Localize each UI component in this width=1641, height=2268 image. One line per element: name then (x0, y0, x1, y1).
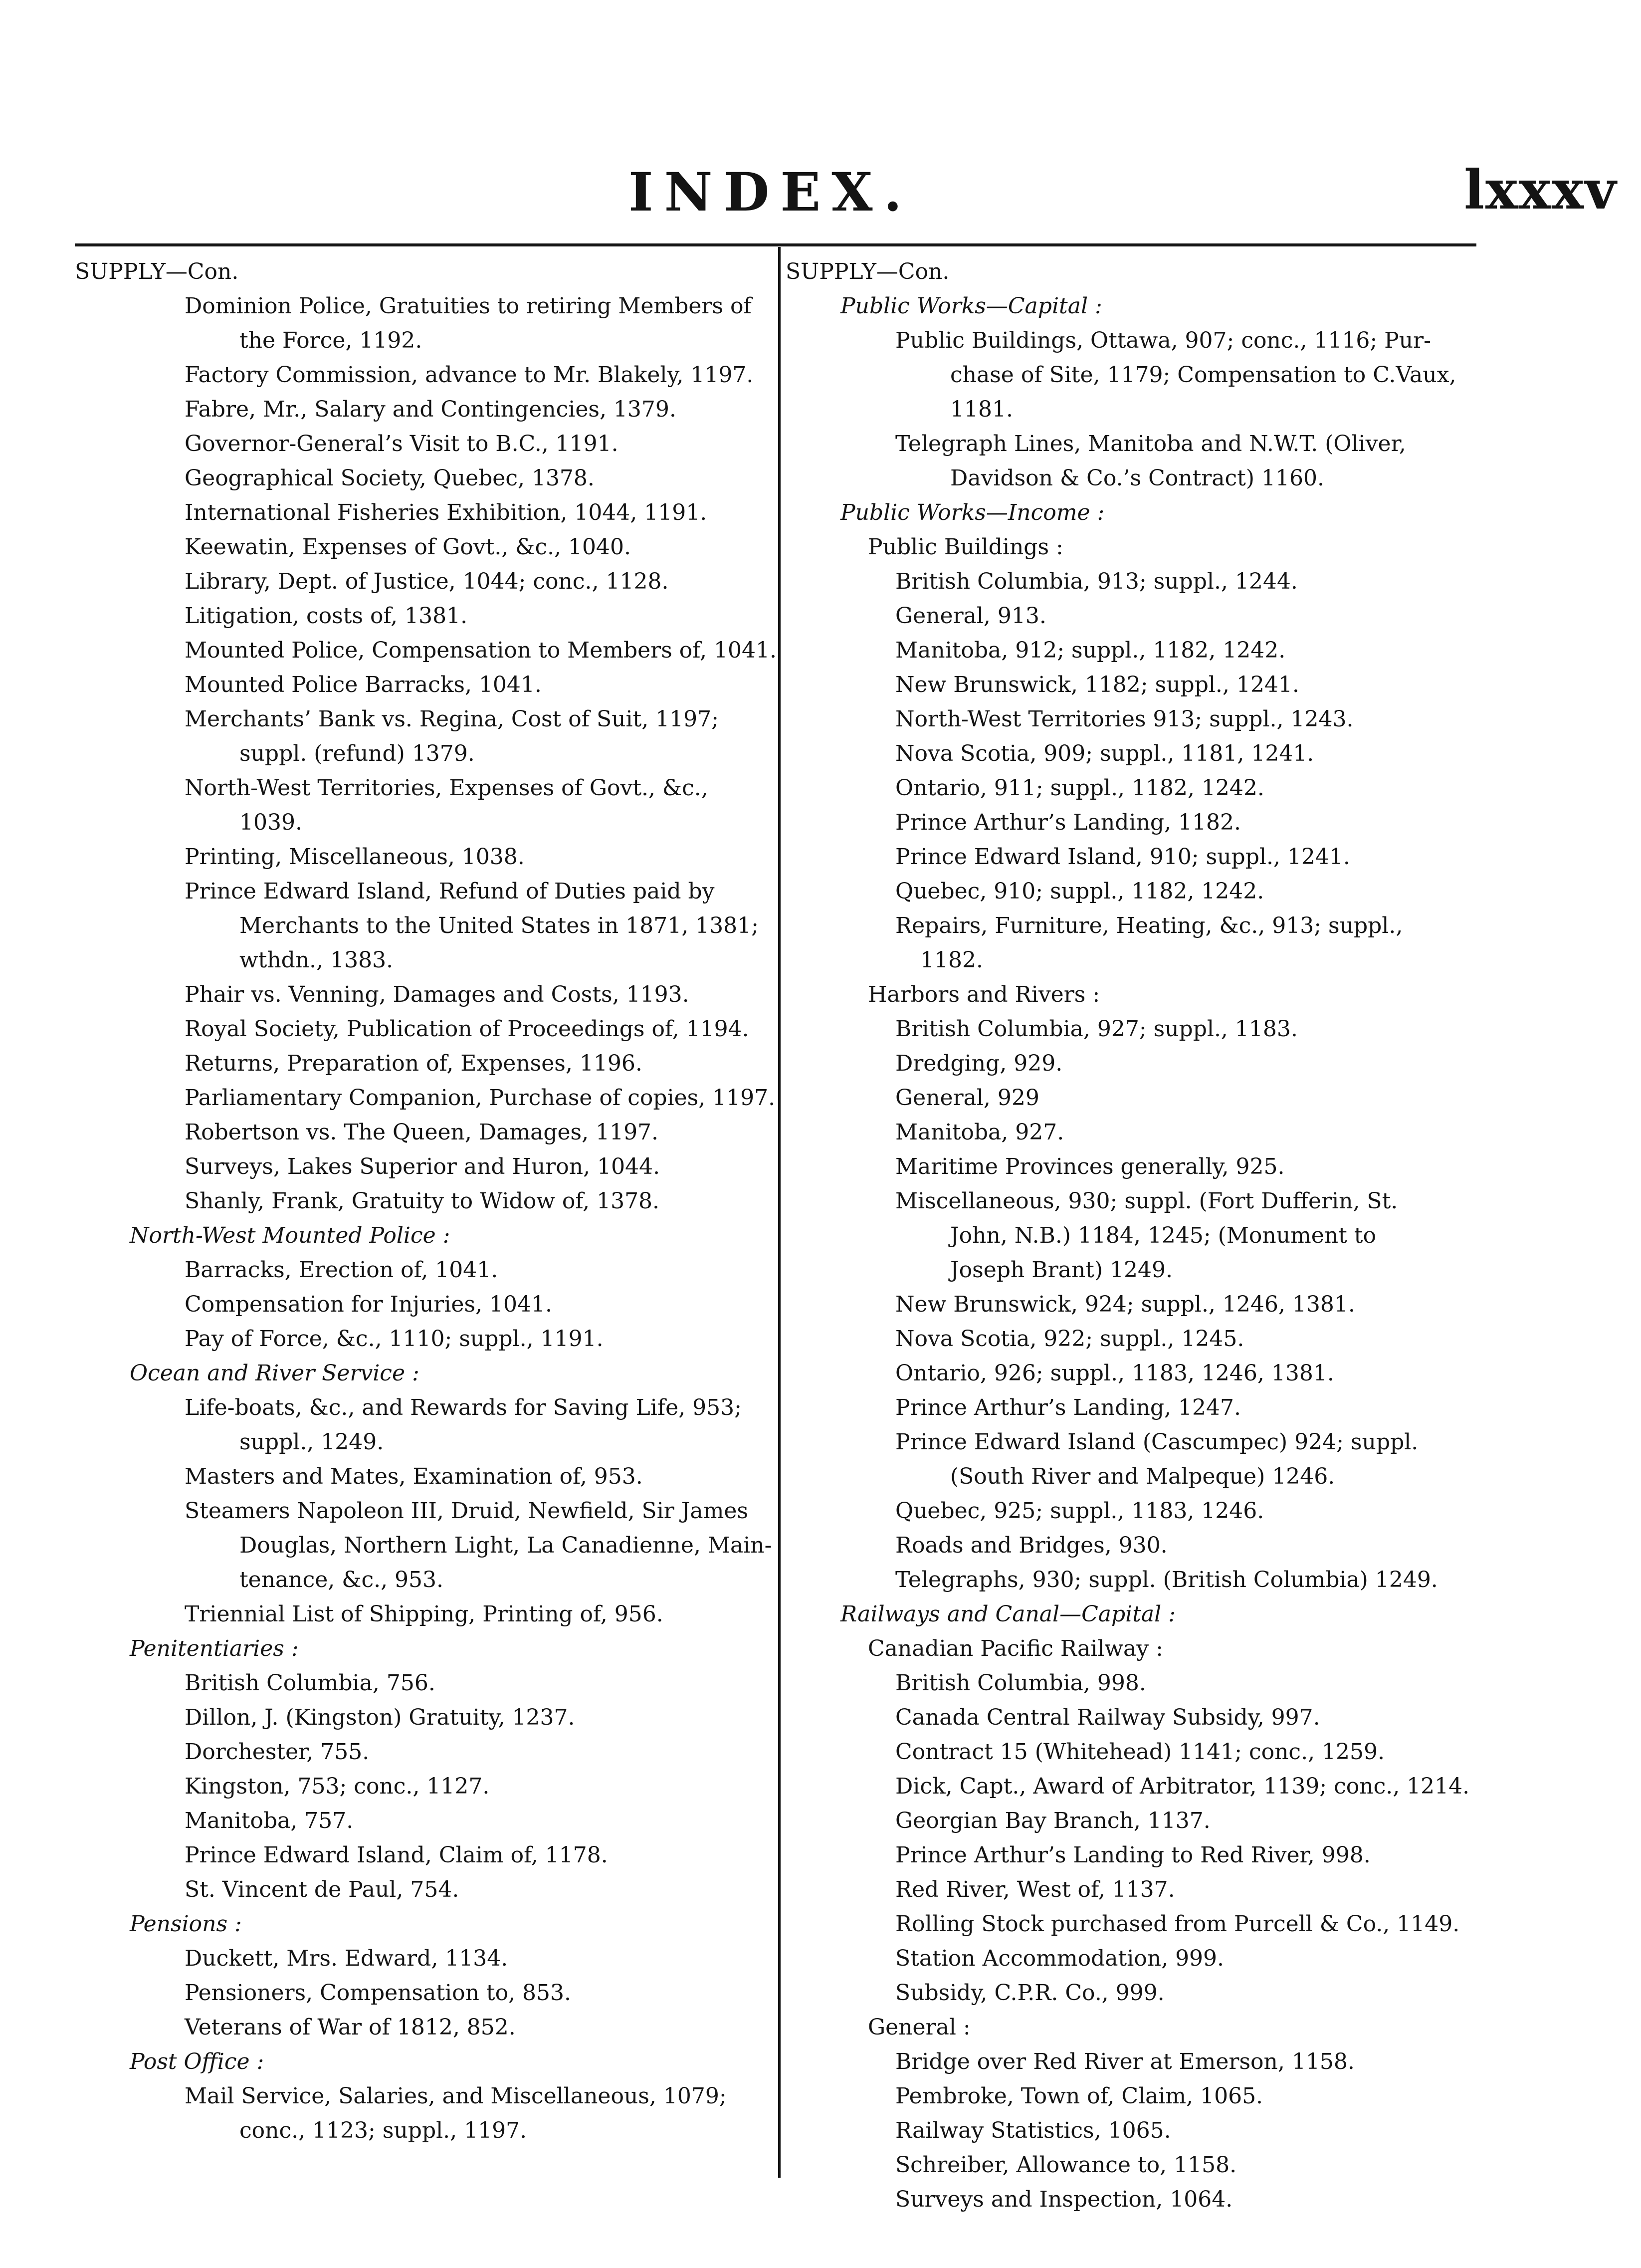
page-number: lxxxv (1464, 159, 1617, 222)
index-entry: Robertson vs. The Queen, Damages, 1197. (185, 1120, 659, 1145)
index-entry: Library, Dept. of Justice, 1044; conc., 1128. (185, 569, 669, 594)
index-entry: Public Buildings, Ottawa, 907; conc., 1116; Pur- (895, 328, 1432, 353)
index-entry: Mounted Police, Compensation to Members of, 1041. (185, 638, 777, 663)
index-entry: Duckett, Mrs. Edward, 1134. (185, 1946, 508, 1971)
index-entry: Prince Edward Island (Cascumpec) 924; suppl. (895, 1429, 1419, 1455)
index-entry: Mail Service, Salaries, and Miscellaneous, 1079; (185, 2083, 727, 2109)
index-entry: Pembroke, Town of, Claim, 1065. (895, 2083, 1263, 2109)
subsection-heading: Railways and Canal—Capital : (840, 1601, 1176, 1627)
index-entry: General, 913. (895, 603, 1046, 629)
index-entry: Canada Central Railway Subsidy, 997. (895, 1705, 1320, 1730)
index-entry: Prince Arthur’s Landing, 1182. (895, 810, 1241, 835)
index-entry: Quebec, 925; suppl., 1183, 1246. (895, 1498, 1264, 1524)
index-entry: Surveys and Inspection, 1064. (895, 2187, 1233, 2212)
index-entry: Prince Edward Island, 910; suppl., 1241. (895, 844, 1350, 870)
index-entry: 1039. (239, 810, 302, 835)
index-entry: Nova Scotia, 909; suppl., 1181, 1241. (895, 741, 1314, 766)
index-entry: British Columbia, 756. (185, 1670, 435, 1696)
subsection-heading: Harbors and Rivers : (868, 982, 1100, 1007)
index-entry: Veterans of War of 1812, 852. (185, 2015, 516, 2040)
subsection-heading: Pensions : (130, 1911, 242, 1937)
index-entry: Royal Society, Publication of Proceedings of, 1194. (185, 1016, 749, 1042)
index-entry: 1181. (950, 397, 1013, 422)
index-entry: John, N.B.) 1184, 1245; (Monument to (950, 1223, 1376, 1248)
index-entry: Triennial List of Shipping, Printing of, 956. (185, 1601, 663, 1627)
index-entry: Prince Arthur’s Landing to Red River, 998. (895, 1842, 1371, 1868)
index-entry: Prince Arthur’s Landing, 1247. (895, 1395, 1241, 1420)
subsection-heading: Public Works—Capital : (840, 293, 1102, 319)
index-entry: Manitoba, 912; suppl., 1182, 1242. (895, 638, 1286, 663)
index-entry: Phair vs. Venning, Damages and Costs, 1193. (185, 982, 689, 1007)
index-entry: Davidson & Co.’s Contract) 1160. (950, 465, 1324, 491)
index-entry: Red River, West of, 1137. (895, 1877, 1175, 1902)
left-column (75, 254, 777, 2148)
index-entry: (South River and Malpeque) 1246. (950, 1464, 1335, 1489)
index-entry: 1182. (920, 947, 983, 973)
subsection-heading: Post Office : (130, 2049, 264, 2074)
index-entry: Shanly, Frank, Gratuity to Widow of, 1378. (185, 1188, 660, 1214)
index-entry: Dillon, J. (Kingston) Gratuity, 1237. (185, 1705, 575, 1730)
index-entry: Masters and Mates, Examination of, 953. (185, 1464, 643, 1489)
index-entry: Repairs, Furniture, Heating, &c., 913; suppl., (895, 913, 1403, 938)
index-entry: Joseph Brant) 1249. (950, 1257, 1173, 1283)
index-entry: Returns, Preparation of, Expenses, 1196. (185, 1051, 642, 1076)
right-column (786, 254, 1476, 2217)
index-entry: Schreiber, Allowance to, 1158. (895, 2152, 1237, 2178)
index-entry: Rolling Stock purchased from Purcell & Co., 1149. (895, 1911, 1460, 1937)
index-entry: Telegraphs, 930; suppl. (British Columbia) 1249. (895, 1567, 1438, 1592)
index-entry: Life-boats, &c., and Rewards for Saving Life, 953; (185, 1395, 742, 1420)
index-entry: Bridge over Red River at Emerson, 1158. (895, 2049, 1355, 2074)
subsection-heading: Canadian Pacific Railway : (868, 1636, 1163, 1661)
index-entry: Prince Edward Island, Refund of Duties paid by (185, 879, 715, 904)
section-heading: SUPPLY—Con. (75, 259, 239, 284)
column-divider (778, 247, 781, 2178)
subsection-heading: Public Buildings : (868, 534, 1063, 560)
index-entry: Surveys, Lakes Superior and Huron, 1044. (185, 1154, 660, 1179)
index-entry: chase of Site, 1179; Compensation to C.Vaux, (950, 362, 1456, 388)
index-entry: wthdn., 1383. (239, 947, 394, 973)
index-entry: tenance, &c., 953. (239, 1567, 444, 1592)
index-entry: the Force, 1192. (239, 328, 422, 353)
index-entry: Douglas, Northern Light, La Canadienne, Main- (239, 1533, 772, 1558)
index-entry: Printing, Miscellaneous, 1038. (185, 844, 525, 870)
index-entry: Quebec, 910; suppl., 1182, 1242. (895, 879, 1264, 904)
section-heading: SUPPLY—Con. (786, 259, 950, 284)
index-entry: Miscellaneous, 930; suppl. (Fort Dufferin, St. (895, 1188, 1398, 1214)
index-entry: North-West Territories, Expenses of Govt., &c., (185, 775, 708, 801)
index-entry: Parliamentary Companion, Purchase of copies, 1197. (185, 1085, 776, 1111)
index-entry: Dredging, 929. (895, 1051, 1063, 1076)
index-entry: Merchants to the United States in 1871, 1381; (239, 913, 759, 938)
index-entry: Compensation for Injuries, 1041. (185, 1292, 552, 1317)
subsection-heading: North-West Mounted Police : (130, 1223, 450, 1248)
subsection-heading: Public Works—Income : (840, 500, 1105, 525)
index-entry: suppl., 1249. (239, 1429, 384, 1455)
index-entry: New Brunswick, 1182; suppl., 1241. (895, 672, 1299, 697)
index-entry: Prince Edward Island, Claim of, 1178. (185, 1842, 608, 1868)
index-entry: Barracks, Erection of, 1041. (185, 1257, 498, 1283)
index-entry: Nova Scotia, 922; suppl., 1245. (895, 1326, 1244, 1352)
index-entry: Dorchester, 755. (185, 1739, 370, 1765)
index-entry: Subsidy, C.P.R. Co., 999. (895, 1980, 1165, 2006)
index-entry: Geographical Society, Quebec, 1378. (185, 465, 595, 491)
index-entry: Steamers Napoleon III, Druid, Newfield, Sir James (185, 1498, 748, 1524)
subsection-heading: Ocean and River Service : (130, 1361, 419, 1386)
index-entry: Station Accommodation, 999. (895, 1946, 1225, 1971)
index-entry: British Columbia, 998. (895, 1670, 1146, 1696)
index-entry: Factory Commission, advance to Mr. Blakely, 1197. (185, 362, 754, 388)
index-entry: Governor-General’s Visit to B.C., 1191. (185, 431, 618, 456)
index-entry: conc., 1123; suppl., 1197. (239, 2118, 527, 2143)
subsection-heading: Penitentiaries : (130, 1636, 299, 1661)
index-entry: Dick, Capt., Award of Arbitrator, 1139; conc., 1214. (895, 1774, 1470, 1799)
index-entry: Fabre, Mr., Salary and Contingencies, 1379. (185, 397, 676, 422)
page-title: INDEX. (628, 161, 913, 223)
index-entry: Keewatin, Expenses of Govt., &c., 1040. (185, 534, 631, 560)
subsection-heading: General : (868, 2015, 971, 2040)
index-entry: Manitoba, 927. (895, 1120, 1064, 1145)
index-entry: Roads and Bridges, 930. (895, 1533, 1168, 1558)
index-entry: Dominion Police, Gratuities to retiring Members of (185, 293, 752, 319)
index-entry: Contract 15 (Whitehead) 1141; conc., 1259. (895, 1739, 1385, 1765)
index-entry: Maritime Provinces generally, 925. (895, 1154, 1285, 1179)
index-entry: Manitoba, 757. (185, 1808, 354, 1833)
index-entry: suppl. (refund) 1379. (239, 741, 475, 766)
index-entry: British Columbia, 927; suppl., 1183. (895, 1016, 1298, 1042)
index-entry: New Brunswick, 924; suppl., 1246, 1381. (895, 1292, 1355, 1317)
index-entry: Ontario, 911; suppl., 1182, 1242. (895, 775, 1264, 801)
index-entry: Mounted Police Barracks, 1041. (185, 672, 542, 697)
index-entry: Telegraph Lines, Manitoba and N.W.T. (Oliver, (895, 431, 1406, 456)
index-entry: International Fisheries Exhibition, 1044, 1191. (185, 500, 707, 525)
index-entry: Railway Statistics, 1065. (895, 2118, 1171, 2143)
header-rule (75, 243, 1476, 246)
index-entry: General, 929 (895, 1085, 1039, 1111)
index-entry: Georgian Bay Branch, 1137. (895, 1808, 1211, 1833)
index-entry: Kingston, 753; conc., 1127. (185, 1774, 490, 1799)
index-entry: Pensioners, Compensation to, 853. (185, 1980, 572, 2006)
index-entry: Ontario, 926; suppl., 1183, 1246, 1381. (895, 1361, 1334, 1386)
index-entry: North-West Territories 913; suppl., 1243. (895, 706, 1354, 732)
index-entry: Litigation, costs of, 1381. (185, 603, 468, 629)
index-entry: St. Vincent de Paul, 754. (185, 1877, 459, 1902)
index-entry: Merchants’ Bank vs. Regina, Cost of Suit, 1197; (185, 706, 719, 732)
index-entry: Pay of Force, &c., 1110; suppl., 1191. (185, 1326, 604, 1352)
index-entry: British Columbia, 913; suppl., 1244. (895, 569, 1298, 594)
